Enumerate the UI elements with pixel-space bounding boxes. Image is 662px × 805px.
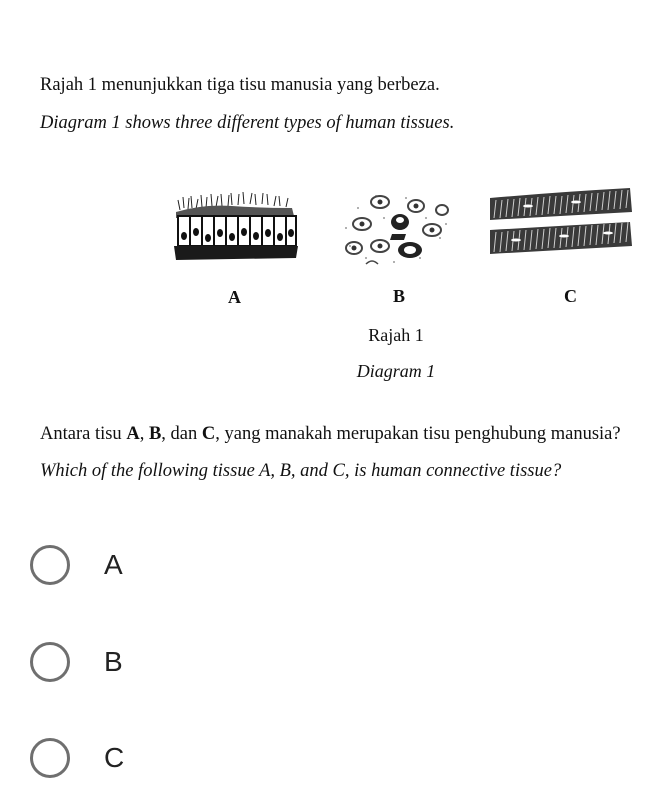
tissue-c-diagram <box>488 186 634 270</box>
prompt-text: Antara tisu <box>40 424 127 444</box>
question-prompt-malay <box>40 424 621 445</box>
question-line-malay: Rajah 1 menunjukkan tiga tisu manusia yang berbeza. <box>40 75 440 95</box>
tissue-a-label: A <box>228 287 241 307</box>
tissue-a-diagram <box>172 188 300 268</box>
prompt-tissue-a: A <box>126 424 140 444</box>
prompt-tissue-c: C <box>201 424 216 444</box>
option-c-label: C <box>104 742 125 773</box>
diagram-caption-english: Diagram 1 <box>356 361 436 381</box>
option-b[interactable] <box>30 642 330 692</box>
option-b-label: B <box>104 646 123 677</box>
option-a-radio[interactable] <box>30 545 70 585</box>
prompt-tissue-b: B <box>148 424 162 444</box>
tissue-b-label: B <box>393 286 406 306</box>
option-a-label: A <box>104 549 123 580</box>
option-c[interactable] <box>30 738 330 788</box>
prompt-separator: , dan <box>161 424 202 444</box>
prompt-text: , yang manakah merupakan tisu penghubung manusia? <box>215 424 621 444</box>
tissue-c-label: C <box>564 286 577 306</box>
tissue-b-diagram <box>336 188 454 272</box>
option-b-radio[interactable] <box>30 642 70 682</box>
prompt-separator: , <box>139 424 149 444</box>
diagram-caption-malay: Rajah 1 <box>368 325 424 345</box>
option-a[interactable] <box>30 545 330 595</box>
option-c-radio[interactable] <box>30 738 70 778</box>
question-line-english: Diagram 1 shows three different types of human tissues. <box>40 113 455 133</box>
question-prompt-english: Which of the following tissue A, B, and C, is human connective tissue? <box>40 461 562 481</box>
